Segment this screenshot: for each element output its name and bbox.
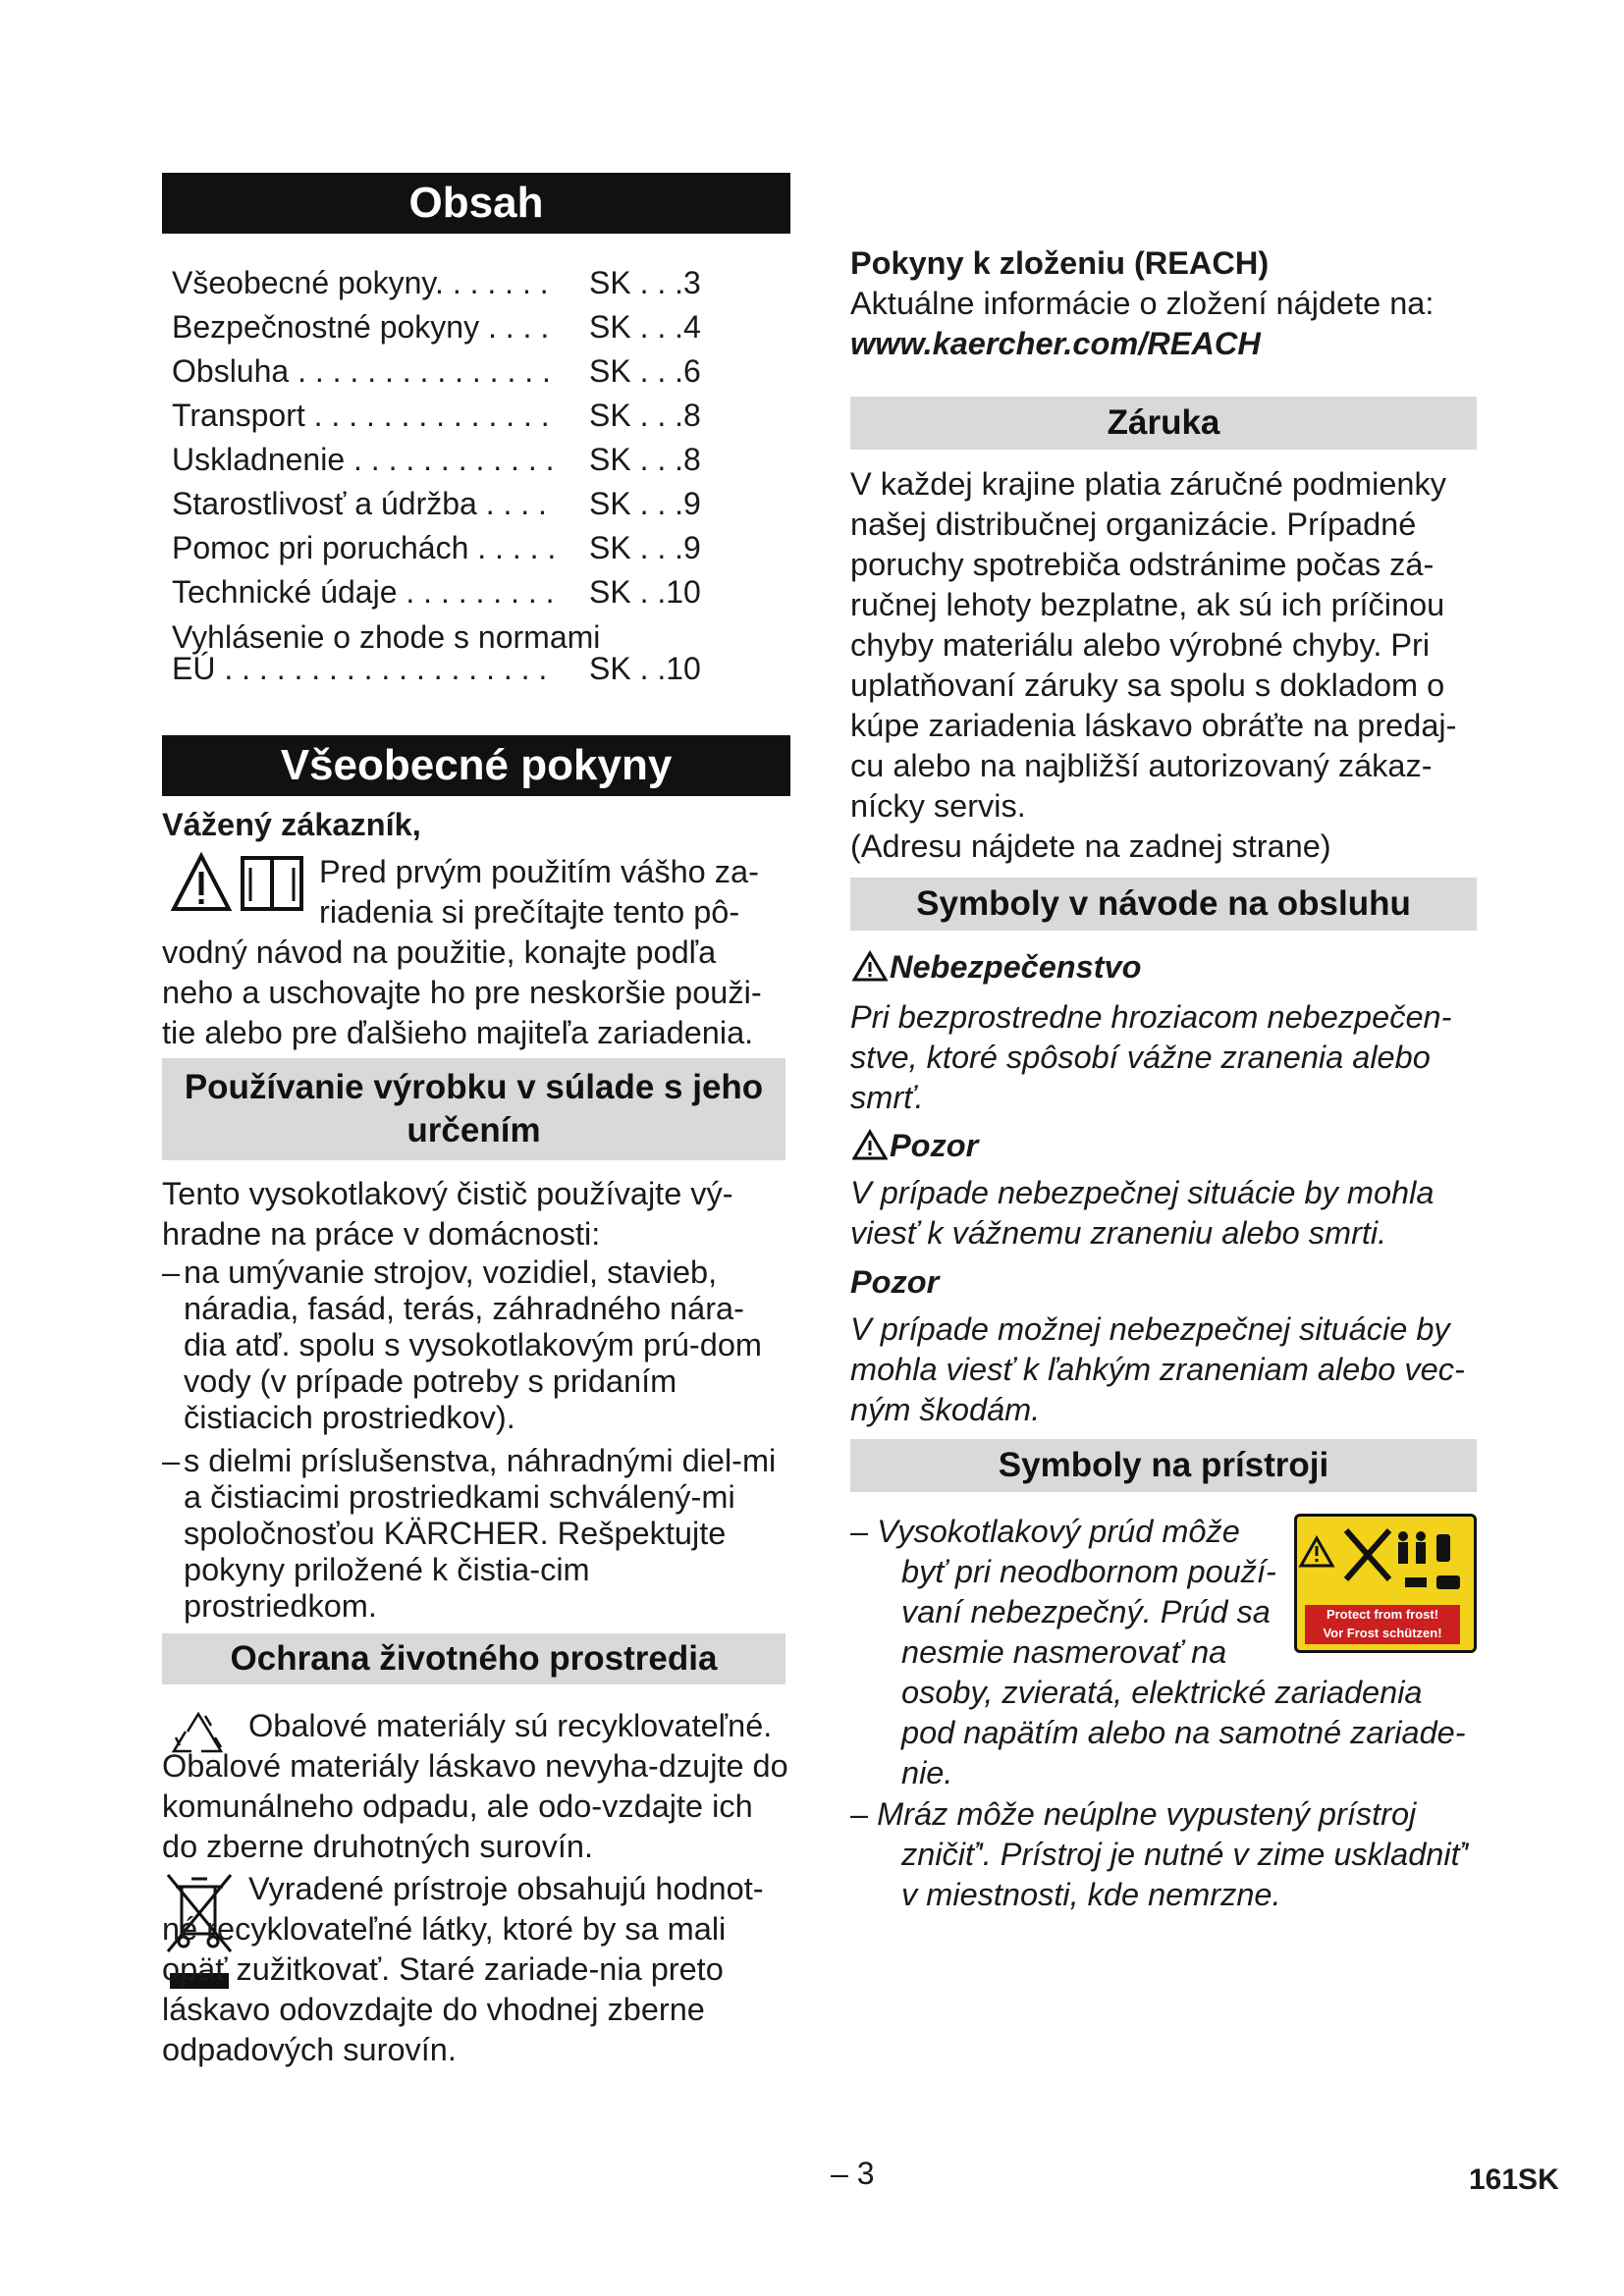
toc-item[interactable]: Vyhlásenie o zhode s normami (172, 619, 601, 655)
intro-text-first: Pred prvým použitím vášho za-riadenia si prečítajte tento pô- (319, 854, 759, 930)
intro-text-rest: vodný návod na použitie, konajte podľa neho a uschovajte ho pre neskoršie použi-tie alebo pre ďalšieho majiteľa zariadenia. (162, 934, 762, 1050)
toc-item[interactable]: Uskladnenie . . . . . . . . . . . . SK . . .8 (172, 442, 701, 477)
list-item: – s dielmi príslušenstva, náhradnými diel-mi a čistiacimi prostriedkami schválený-mi spoločnosťou KÄRCHER. Rešpektujte pokyny priložené k čistia-cim prostriedkom. (162, 1443, 777, 1624)
toc-item[interactable]: EÚ . . . . . . . . . . . . . . . . . . . SK . .10 (172, 651, 701, 686)
warranty-note: (Adresu nájdete na zadnej strane) (850, 828, 1331, 864)
reach-title: Pokyny k zloženiu (REACH) (850, 245, 1270, 281)
list-item: – Mráz môže neúplne vypustený prístroj zničiť'. Prístroj je nutné v zime uskladniť' v miestnosti, kde nemrzne. (850, 1796, 1469, 1912)
warranty-text: V každej krajine platia záručné podmienky našej distribučnej organizácie. Prípadné poruchy spotrebiča odstránime počas zá-ručnej lehoty bezplatne, ak sú ich príčinou chyby materiálu alebo výrobné chyby. Pri uplatňovaní záruky sa spolu s dokladom o kúpe zariadenia láskavo obráťte na predaj-cu alebo na najbližší autorizovaný zákaz-nícky servis. (850, 466, 1457, 824)
warning-text: V prípade nebezpečnej situácie by mohla viesť k vážnemu zraneniu alebo smrti. (850, 1175, 1435, 1251)
document-code: 161SK (1469, 2163, 1559, 2196)
toc-item[interactable]: Bezpečnostné pokyny . . . . SK . . .4 (172, 309, 701, 345)
environment-heading: Ochrana životného prostredia (162, 1633, 785, 1684)
intended-use-heading: Používanie výrobku v súlade s jeho určením (162, 1058, 785, 1160)
symbols-device-heading: Symboly na prístroji (850, 1439, 1477, 1492)
warning-read-manual-icon (170, 850, 307, 917)
intended-use-text: Tento vysokotlakový čistič používajte vý-hradne na práce v domácnosti: (162, 1176, 733, 1252)
reach-link[interactable]: www.kaercher.com/REACH (850, 326, 1261, 361)
toc-item[interactable]: Starostlivosť a údržba . . . . SK . . .9 (172, 486, 701, 521)
danger-warning-icon (852, 950, 888, 982)
caution-label: Pozor (850, 1264, 940, 1300)
toc-item[interactable]: Technické údaje . . . . . . . . . SK . .10 (172, 574, 701, 610)
danger-text: Pri bezprostredne hroziacom nebezpečen-stve, ktoré spôsobí vážne zranenia alebo smrť. (850, 999, 1452, 1115)
environment-text-disposal: Vyradené prístroje obsahujú hodnot-né recyklovateľné látky, ktoré by sa mali opäť zužitkovať. Staré zariade-nia preto láskavo odovzdajte do vhodnej zberne odpadových surovín. (162, 1871, 764, 2067)
high-pressure-warning-icon (1297, 1517, 1474, 1603)
danger-label: Nebezpečenstvo (890, 949, 1142, 985)
warranty-heading: Záruka (850, 397, 1477, 450)
toc-item[interactable]: Všeobecné pokyny. . . . . . . SK . . .3 (172, 265, 701, 300)
general-heading: Všeobecné pokyny (162, 735, 790, 796)
toc-item[interactable]: Pomoc pri poruchách . . . . . SK . . .9 (172, 530, 701, 565)
symbols-manual-heading: Symboly v návode na obsluhu (850, 878, 1477, 931)
toc-heading: Obsah (162, 173, 790, 234)
caution-text: V prípade možnej nebezpečnej situácie by mohla viesť k ľahkým zraneniam alebo vec-ným škodám. (850, 1311, 1465, 1427)
toc-item[interactable]: Obsluha . . . . . . . . . . . . . . . SK . . .6 (172, 353, 701, 389)
warning-icon (852, 1129, 888, 1160)
page-number: – 3 (831, 2156, 875, 2191)
environment-text-packaging: Obalové materiály sú recyklovateľné. Obalové materiály láskavo nevyha-dzujte do komunálneho odpadu, ale odo-vzdajte ich do zberne druhotných surovín. (162, 1708, 788, 1864)
list-item: – na umývanie strojov, vozidiel, stavieb, náradia, fasád, terás, záhradného nára-dia atď. spolu s vysokotlakovým prú-dom vody (v prípade potreby s pridaním čistiacich prostriedkov). (162, 1255, 762, 1435)
greeting: Vážený zákazník, (162, 807, 421, 842)
toc-item[interactable]: Transport . . . . . . . . . . . . . . SK . . .8 (172, 398, 701, 433)
warning-label: Pozor (890, 1128, 979, 1163)
device-warning-label (1294, 1514, 1477, 1653)
list-item: – Vysokotlakový prúd môže byť pri neodbornom použí- vaní nebezpečný. Prúd sa nesmie nasmerovať na osoby, zvieratá, elektrické zariadenia pod napätím alebo na samotné zariade- nie. (850, 1514, 1466, 1790)
reach-text: Aktuálne informácie o zložení nájdete na: (850, 286, 1435, 321)
frost-warning-text: Protect from frost! Vor Frost schützen! (1305, 1605, 1460, 1644)
